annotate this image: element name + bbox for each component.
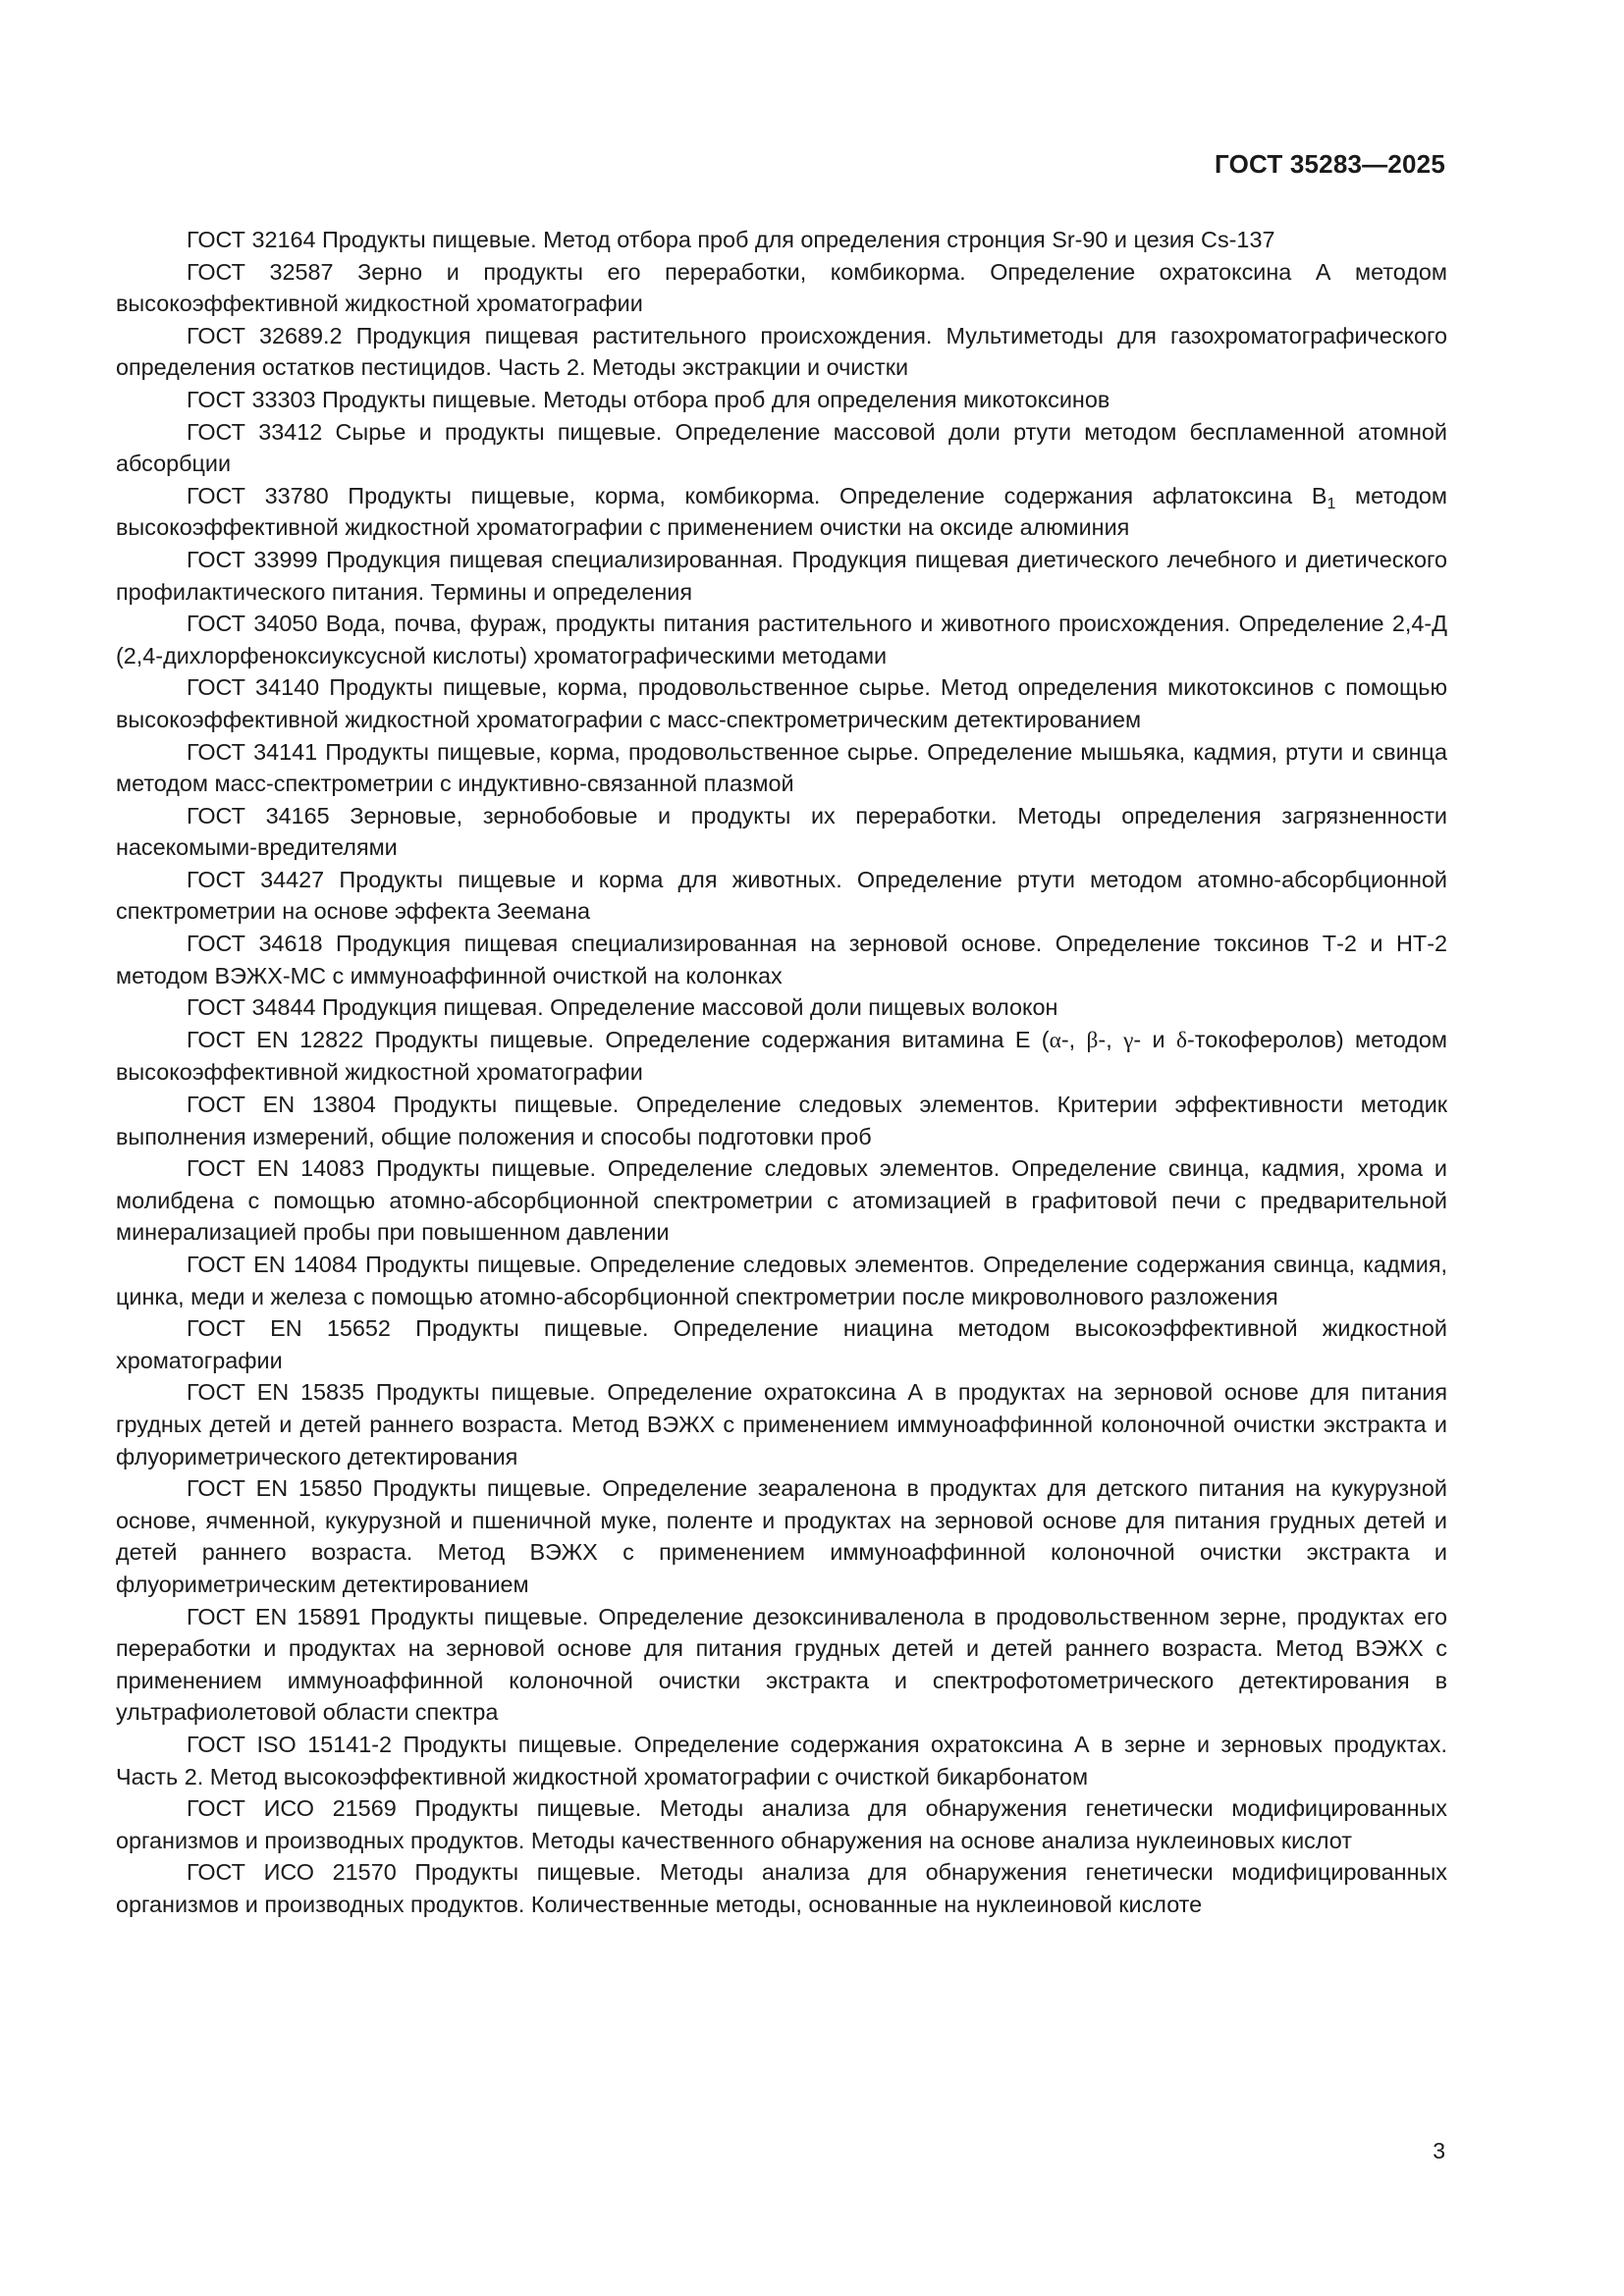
reference-text: ГОСТ EN 12822 Продукты пищевые. Определение содержания витамина Е ( [187, 1026, 1050, 1052]
greek-letter: β [1086, 1027, 1099, 1053]
reference-item: ГОСТ 34141 Продукты пищевые, корма, продовольственное сырье. Определение мышьяка, кадмия, ртути и свинца методом масс-спектрометрии с индуктивно-связанной плазмой [116, 738, 1447, 797]
reference-item [116, 480, 1447, 544]
reference-text: ГОСТ 33780 Продукты пищевые, корма, комбикорма. Определение содержания афлатоксина В [187, 482, 1327, 508]
reference-text: методом высокоэффективной жидкостной хроматографии с применением очистки на оксиде алюминия [116, 482, 1447, 541]
reference-item: ГОСТ EN 13804 Продукты пищевые. Определение следовых элементов. Критерии эффективности методик выполнения измерений, общие положения и способы подготовки проб [116, 1092, 1447, 1149]
reference-item: ГОСТ 32689.2 Продукция пищевая растительного происхождения. Мультиметоды для газохроматографического определения остатков пестицидов. Часть 2. Методы экстракции и очистки [116, 322, 1447, 381]
reference-item: ГОСТ 33412 Сырье и продукты пищевые. Определение массовой доли ртути методом беспламенной атомной абсорбции [116, 418, 1447, 477]
reference-item: ГОСТ EN 15891 Продукты пищевые. Определение дезоксиниваленола в продовольственном зерне, продуктах его переработки и продуктах на зерновой основе для питания грудных детей и детей раннего возраста. Метод ВЭЖХ с применением иммуноаффинной колоночной очистки экстракта и спектрофотометрического детектирования в ультрафиолетовой области спектра [116, 1603, 1447, 1726]
reference-item: ГОСТ EN 15835 Продукты пищевые. Определение охратоксина А в продуктах на зерновой основе для питания грудных детей и детей раннего возраста. Метод ВЭЖХ с применением иммуноаффинной колоночной очистки экстракта и флуориметрического детектирования [116, 1379, 1447, 1469]
reference-item: ГОСТ 32164 Продукты пищевые. Метод отбора проб для определения стронция Sr-90 и цезия Cs-137 [187, 227, 1275, 252]
reference-item: ГОСТ 34165 Зерновые, зернобобовые и продукты их переработки. Методы определения загрязненности насекомыми-вредителями [116, 802, 1447, 861]
subscript-index: 1 [1326, 495, 1336, 512]
page-number: 3 [1433, 2138, 1445, 2163]
reference-item: ГОСТ EN 14084 Продукты пищевые. Определение следовых элементов. Определение содержания свинца, кадмия, цинка, меди и железа с помощью атомно-абсорбционной спектрометрии после микроволнового разложения [116, 1252, 1447, 1309]
greek-letter: γ [1123, 1027, 1134, 1053]
reference-item: ГОСТ 33303 Продукты пищевые. Методы отбора проб для определения микотоксинов [187, 386, 1110, 412]
document-code: ГОСТ 35283—2025 [1215, 149, 1445, 179]
greek-letter: α [1049, 1027, 1061, 1053]
reference-item: ГОСТ ИСО 21570 Продукты пищевые. Методы анализа для обнаружения генетически модифицированных организмов и производных продуктов. Количественные методы, основанные на нуклеиновой кислоте [116, 1859, 1447, 1917]
reference-item: ГОСТ 34618 Продукция пищевая специализированная на зерновой основе. Определение токсинов Т-2 и НТ-2 методом ВЭЖХ-МС с иммуноаффинной очисткой на колонках [116, 931, 1447, 988]
reference-item: ГОСТ EN 15850 Продукты пищевые. Определение зеараленона в продуктах для детского питания на кукурузной основе, ячменной, кукурузной и пшеничной муке, поленте и продуктах на зерновой основе для питания грудных детей и детей раннего возраста. Метод ВЭЖХ с применением иммуноаффинной колоночной очистки экстракта и флуориметрическим детектированием [116, 1475, 1447, 1597]
reference-item: ГОСТ ISO 15141-2 Продукты пищевые. Определение содержания охратоксина А в зерне и зерновых продуктах. Часть 2. Метод высокоэффективной жидкостной хроматографии с очисткой бикарбонатом [116, 1731, 1447, 1789]
reference-item: ГОСТ 34140 Продукты пищевые, корма, продовольственное сырье. Метод определения микотоксинов с помощью высокоэффективной жидкостной хроматографии с масс-спектрометрическим детектированием [116, 674, 1447, 732]
reference-text: - и [1133, 1026, 1176, 1052]
reference-item: ГОСТ 34427 Продукты пищевые и корма для животных. Определение ртути методом атомно-абсорбционной спектрометрии на основе эффекта Зеемана [116, 866, 1447, 925]
reference-text: -, [1098, 1026, 1124, 1052]
reference-item: ГОСТ EN 15652 Продукты пищевые. Определение ниацина методом высокоэффективной жидкостной хроматографии [116, 1315, 1447, 1373]
normative-references-list [116, 224, 1447, 1920]
reference-text: -токоферолов) методом высокоэффективной жидкостной хроматографии [116, 1026, 1448, 1086]
reference-item: ГОСТ EN 14083 Продукты пищевые. Определение следовых элементов. Определение свинца, кадмия, хрома и молибдена с помощью атомно-абсорбционной спектрометрии с атомизацией в графитовой печи с предварительной минерализацией пробы при повышенном давлении [116, 1155, 1447, 1246]
reference-text: -, [1060, 1026, 1087, 1052]
reference-item: ГОСТ 34050 Вода, почва, фураж, продукты питания растительного и животного происхождения. Определение 2,4-Д (2,4-дихлорфеноксиуксусной кислоты) хроматографическими методами [116, 611, 1447, 668]
reference-item: ГОСТ 33999 Продукция пищевая специализированная. Продукция пищевая диетического лечебного и диетического профилактического питания. Термины и определения [116, 546, 1447, 605]
greek-letter: δ [1175, 1027, 1188, 1053]
reference-item: ГОСТ ИСО 21569 Продукты пищевые. Методы анализа для обнаружения генетически модифицированных организмов и производных продуктов. Методы качественного обнаружения на основе анализа нуклеиновых кислот [116, 1795, 1447, 1853]
reference-item: ГОСТ 34844 Продукция пищевая. Определение массовой доли пищевых волокон [187, 994, 1058, 1021]
reference-item: ГОСТ 32587 Зерно и продукты его переработки, комбикорма. Определение охратоксина А методом высокоэффективной жидкостной хроматографии [116, 258, 1447, 317]
reference-item [116, 1024, 1447, 1089]
